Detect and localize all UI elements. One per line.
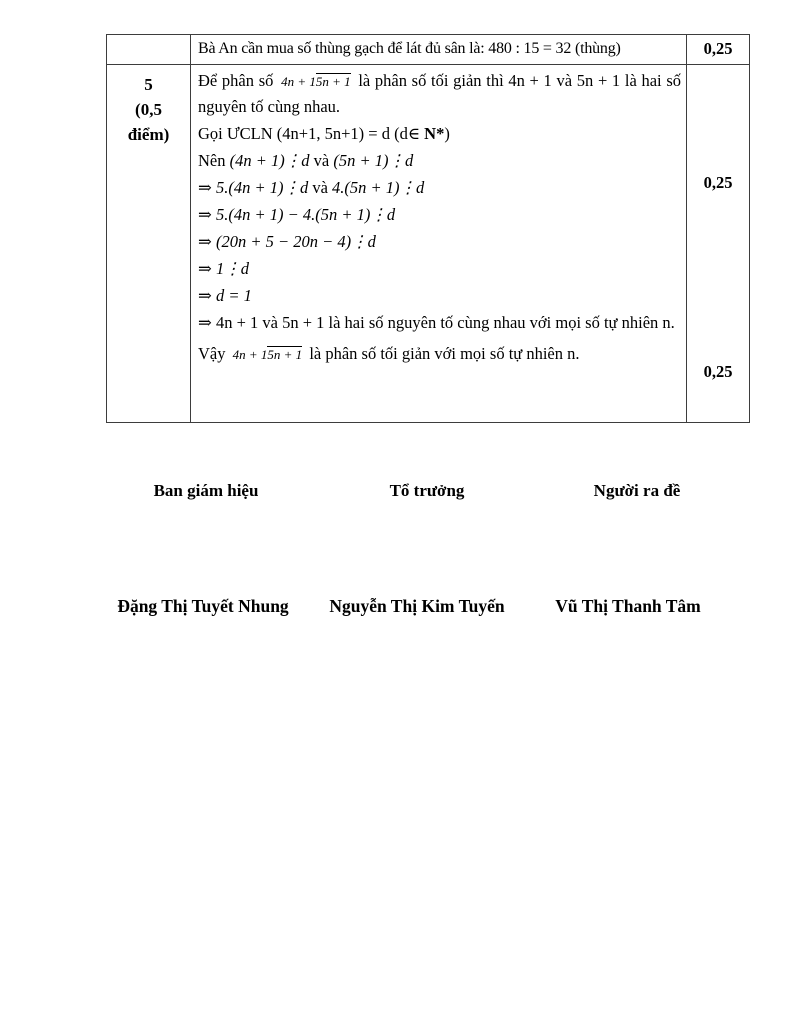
signature-name-3: Vũ Thị Thanh Tâm xyxy=(555,596,701,616)
proof-segment: và xyxy=(309,151,334,170)
score-cell: 0,25 xyxy=(703,39,733,58)
proof-lines xyxy=(198,120,681,336)
proof-segment: ⇒ xyxy=(198,259,216,278)
fraction-4n1-5n1-conclusion xyxy=(230,346,306,365)
proof-segment: 4.(5n + 1)⋮d xyxy=(332,178,425,197)
table-row-question4-last xyxy=(107,35,749,65)
proof-segment: Gọi ƯCLN (4n+1, 5n+1) = d (d∈ xyxy=(198,124,425,143)
question-points-line1: (0,5 xyxy=(135,100,162,119)
proof-segment: ⇒ xyxy=(198,286,216,305)
signature-title-principal-board: Ban giám hiệu xyxy=(153,481,259,500)
fraction-denominator: 5n + 1 xyxy=(267,346,303,362)
score-cell-question5 xyxy=(687,65,749,422)
proof-segment: 1⋮d xyxy=(215,259,249,278)
proof-line xyxy=(198,309,681,336)
signature-name-2: Nguyễn Thị Kim Tuyến xyxy=(329,596,505,616)
question-number-cell xyxy=(107,65,191,422)
proof-line xyxy=(198,228,681,255)
proof-segment: Nên xyxy=(198,151,230,170)
proof-segment: và xyxy=(308,178,333,197)
proof-segment: d = 1 xyxy=(215,286,252,305)
signature-title-team-leader: Tổ trưởng xyxy=(389,481,465,500)
fraction-numerator: 4n + 1 xyxy=(281,73,316,89)
solution-conclusion xyxy=(198,339,681,369)
proof-line xyxy=(198,282,681,309)
fraction-4n1-5n1 xyxy=(278,73,354,92)
question-number-cell-empty xyxy=(107,35,191,64)
question-points-line2: điểm) xyxy=(127,125,170,144)
proof-line xyxy=(198,174,681,201)
score-second: 0,25 xyxy=(703,362,733,381)
proof-segment: ⇒ xyxy=(198,232,216,251)
intro-post: là phân số tối giản thì 4n + 1 và 5n + 1 là hai số nguyên tố cùng nhau. xyxy=(198,71,681,116)
proof-segment: N* xyxy=(424,124,445,143)
score-first: 0,25 xyxy=(703,173,733,192)
proof-line xyxy=(198,120,681,147)
table-row-question5 xyxy=(107,65,749,422)
proof-segment: (5n + 1)⋮d xyxy=(333,151,414,170)
proof-line xyxy=(198,147,681,174)
proof-segment: 5.(4n + 1)⋮d xyxy=(215,178,309,197)
fraction-denominator: 5n + 1 xyxy=(315,73,351,89)
closing-pre: Vậy xyxy=(198,344,230,363)
intro-pre: Để phân số xyxy=(198,71,279,90)
signature-title-exam-author: Người ra đề xyxy=(593,481,681,500)
proof-segment: ⇒ xyxy=(198,313,216,332)
closing-post: là phân số tối giản với mọi số tự nhiên n. xyxy=(305,344,580,363)
answer-text-cell: Bà An cần mua số thùng gạch để lát đủ sân là: 480 : 15 = 32 (thùng) xyxy=(191,35,687,64)
question-number: 5 xyxy=(144,75,153,94)
solution-cell xyxy=(191,65,687,422)
answer-key-table xyxy=(106,34,750,423)
signature-name-1: Đặng Thị Tuyết Nhung xyxy=(117,596,289,616)
proof-segment: (20n + 5 − 20n − 4)⋮d xyxy=(215,232,376,251)
fraction-numerator: 4n + 1 xyxy=(232,346,268,362)
proof-segment: 4n + 1 và 5n + 1 là hai số nguyên tố cùng nhau với mọi số tự nhiên n. xyxy=(215,313,675,332)
proof-segment: ) xyxy=(444,124,450,143)
proof-segment: ⇒ xyxy=(198,205,216,224)
proof-segment: (4n + 1)⋮d xyxy=(229,151,310,170)
proof-segment: 5.(4n + 1) − 4.(5n + 1)⋮d xyxy=(215,205,396,224)
proof-line xyxy=(198,255,681,282)
solution-intro xyxy=(198,68,681,120)
proof-line xyxy=(198,201,681,228)
proof-segment: ⇒ xyxy=(198,178,216,197)
